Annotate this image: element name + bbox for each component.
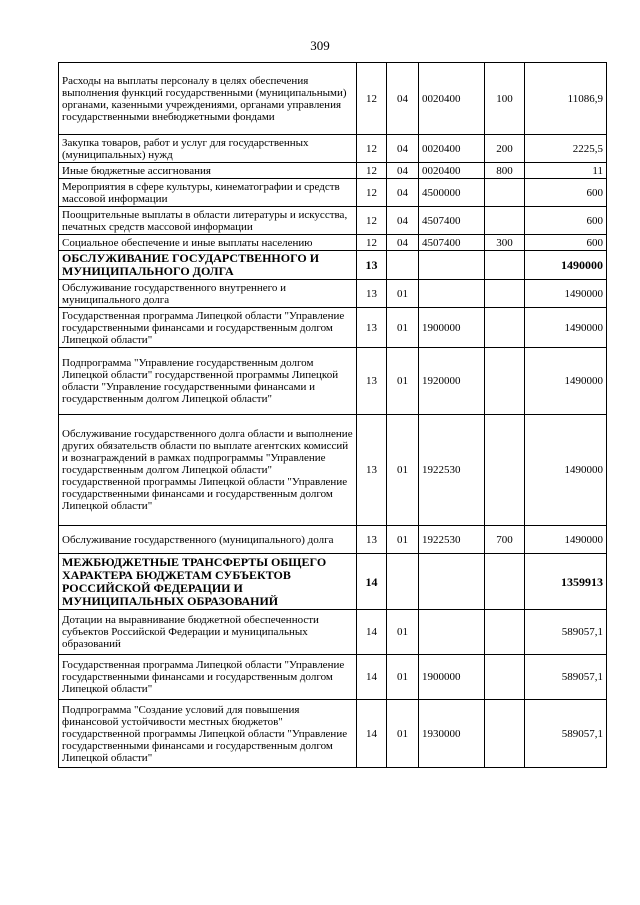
row-amount-cell: 1490000 bbox=[525, 251, 607, 280]
row-type-cell bbox=[485, 348, 525, 415]
row-subsection-cell: 01 bbox=[387, 280, 419, 308]
row-type-cell bbox=[485, 610, 525, 655]
table-row bbox=[59, 280, 607, 308]
table-row bbox=[59, 235, 607, 251]
row-section-cell: 13 bbox=[357, 251, 387, 280]
table-row bbox=[59, 63, 607, 135]
row-subsection-cell: 04 bbox=[387, 163, 419, 179]
row-name-cell: Социальное обеспечение и иные выплаты населению bbox=[59, 235, 357, 251]
row-amount-cell: 600 bbox=[525, 207, 607, 235]
row-name-cell: ОБСЛУЖИВАНИЕ ГОСУДАРСТВЕННОГО И МУНИЦИПАЛЬНОГО ДОЛГА bbox=[59, 251, 357, 280]
row-target-cell: 0020400 bbox=[419, 135, 485, 163]
table-row bbox=[59, 700, 607, 768]
table-row bbox=[59, 135, 607, 163]
row-section-cell: 12 bbox=[357, 235, 387, 251]
row-subsection-cell: 01 bbox=[387, 526, 419, 554]
row-amount-cell: 1359913 bbox=[525, 554, 607, 610]
row-target-cell: 1900000 bbox=[419, 655, 485, 700]
row-target-cell: 4507400 bbox=[419, 207, 485, 235]
table-row bbox=[59, 251, 607, 280]
row-section-cell: 12 bbox=[357, 207, 387, 235]
row-subsection-cell: 01 bbox=[387, 415, 419, 526]
row-section-cell: 13 bbox=[357, 415, 387, 526]
row-amount-cell: 589057,1 bbox=[525, 700, 607, 768]
row-amount-cell: 1490000 bbox=[525, 280, 607, 308]
row-subsection-cell: 01 bbox=[387, 655, 419, 700]
row-target-cell bbox=[419, 554, 485, 610]
row-amount-cell: 600 bbox=[525, 179, 607, 207]
row-type-cell: 200 bbox=[485, 135, 525, 163]
row-name-cell: Дотации на выравнивание бюджетной обеспеченности субъектов Российской Федерации и муниципальных образований bbox=[59, 610, 357, 655]
row-subsection-cell bbox=[387, 251, 419, 280]
table-row bbox=[59, 526, 607, 554]
row-target-cell: 1930000 bbox=[419, 700, 485, 768]
row-subsection-cell: 04 bbox=[387, 135, 419, 163]
row-section-cell: 14 bbox=[357, 610, 387, 655]
page-number: 309 bbox=[310, 38, 330, 53]
row-name-cell: Иные бюджетные ассигнования bbox=[59, 163, 357, 179]
row-name-cell: Обслуживание государственного (муниципального) долга bbox=[59, 526, 357, 554]
row-section-cell: 13 bbox=[357, 348, 387, 415]
row-amount-cell: 11086,9 bbox=[525, 63, 607, 135]
row-target-cell: 4500000 bbox=[419, 179, 485, 207]
row-type-cell: 800 bbox=[485, 163, 525, 179]
row-amount-cell: 1490000 bbox=[525, 308, 607, 348]
row-section-cell: 14 bbox=[357, 554, 387, 610]
row-amount-cell: 2225,5 bbox=[525, 135, 607, 163]
row-amount-cell: 11 bbox=[525, 163, 607, 179]
row-type-cell bbox=[485, 280, 525, 308]
row-subsection-cell: 01 bbox=[387, 348, 419, 415]
row-subsection-cell: 04 bbox=[387, 235, 419, 251]
row-amount-cell: 589057,1 bbox=[525, 610, 607, 655]
table-row bbox=[59, 655, 607, 700]
row-amount-cell: 1490000 bbox=[525, 526, 607, 554]
row-subsection-cell: 01 bbox=[387, 308, 419, 348]
row-type-cell bbox=[485, 179, 525, 207]
row-section-cell: 12 bbox=[357, 63, 387, 135]
row-section-cell: 13 bbox=[357, 280, 387, 308]
row-target-cell: 0020400 bbox=[419, 63, 485, 135]
row-name-cell: Государственная программа Липецкой области "Управление государственными финансами и государственным долгом Липецкой области" bbox=[59, 655, 357, 700]
row-name-cell: Обслуживание государственного внутреннего и муниципального долга bbox=[59, 280, 357, 308]
row-type-cell bbox=[485, 554, 525, 610]
row-section-cell: 13 bbox=[357, 526, 387, 554]
row-target-cell: 1922530 bbox=[419, 526, 485, 554]
table-row bbox=[59, 179, 607, 207]
table-row bbox=[59, 308, 607, 348]
row-type-cell bbox=[485, 655, 525, 700]
row-target-cell: 1922530 bbox=[419, 415, 485, 526]
row-subsection-cell: 04 bbox=[387, 63, 419, 135]
row-target-cell: 0020400 bbox=[419, 163, 485, 179]
row-subsection-cell: 04 bbox=[387, 179, 419, 207]
row-name-cell: Государственная программа Липецкой области "Управление государственными финансами и государственным долгом Липецкой области" bbox=[59, 308, 357, 348]
row-target-cell bbox=[419, 251, 485, 280]
row-target-cell bbox=[419, 610, 485, 655]
table-row bbox=[59, 163, 607, 179]
row-subsection-cell: 01 bbox=[387, 700, 419, 768]
row-name-cell: МЕЖБЮДЖЕТНЫЕ ТРАНСФЕРТЫ ОБЩЕГО ХАРАКТЕРА БЮДЖЕТАМ СУБЪЕКТОВ РОССИЙСКОЙ ФЕДЕРАЦИИ И МУНИЦИПАЛЬНЫХ ОБРАЗОВАНИЙ bbox=[59, 554, 357, 610]
row-amount-cell: 1490000 bbox=[525, 415, 607, 526]
row-name-cell: Мероприятия в сфере культуры, кинематографии и средств массовой информации bbox=[59, 179, 357, 207]
row-type-cell bbox=[485, 700, 525, 768]
row-target-cell: 4507400 bbox=[419, 235, 485, 251]
row-section-cell: 14 bbox=[357, 700, 387, 768]
table-row bbox=[59, 207, 607, 235]
row-type-cell bbox=[485, 251, 525, 280]
table-row bbox=[59, 348, 607, 415]
row-name-cell: Подпрограмма "Создание условий для повышения финансовой устойчивости местных бюджетов" государственной программы Липецкой области "Управление государственными финансами и государственным долгом Липецкой области" bbox=[59, 700, 357, 768]
row-name-cell: Обслуживание государственного долга области и выполнение других обязательств области по выплате агентских комиссий и вознаграждений в рамках подпрограммы "Управление государственным долгом Липецкой области" государственной программы Липецкой области "Управление государственными финансами и государственным долгом Липецкой области" bbox=[59, 415, 357, 526]
row-name-cell: Поощрительные выплаты в области литературы и искусства, печатных средств массовой информации bbox=[59, 207, 357, 235]
row-subsection-cell bbox=[387, 554, 419, 610]
budget-table-body bbox=[59, 63, 607, 768]
row-type-cell: 700 bbox=[485, 526, 525, 554]
row-section-cell: 14 bbox=[357, 655, 387, 700]
row-subsection-cell: 04 bbox=[387, 207, 419, 235]
row-amount-cell: 1490000 bbox=[525, 348, 607, 415]
row-target-cell: 1900000 bbox=[419, 308, 485, 348]
row-name-cell: Закупка товаров, работ и услуг для государственных (муниципальных) нужд bbox=[59, 135, 357, 163]
row-type-cell bbox=[485, 308, 525, 348]
row-type-cell: 100 bbox=[485, 63, 525, 135]
row-target-cell: 1920000 bbox=[419, 348, 485, 415]
row-name-cell: Подпрограмма "Управление государственным долгом Липецкой области" государственной программы Липецкой области "Управление государственными финансами и государственным долгом Липецкой области" bbox=[59, 348, 357, 415]
row-section-cell: 12 bbox=[357, 163, 387, 179]
row-type-cell: 300 bbox=[485, 235, 525, 251]
row-amount-cell: 600 bbox=[525, 235, 607, 251]
budget-table bbox=[58, 62, 607, 768]
row-section-cell: 13 bbox=[357, 308, 387, 348]
row-type-cell bbox=[485, 415, 525, 526]
row-type-cell bbox=[485, 207, 525, 235]
row-name-cell: Расходы на выплаты персоналу в целях обеспечения выполнения функций государственными (муниципальными) органами, казенными учреждениями, органами управления государственными внебюджетными фондами bbox=[59, 63, 357, 135]
row-section-cell: 12 bbox=[357, 179, 387, 207]
row-target-cell bbox=[419, 280, 485, 308]
row-amount-cell: 589057,1 bbox=[525, 655, 607, 700]
row-section-cell: 12 bbox=[357, 135, 387, 163]
table-row bbox=[59, 415, 607, 526]
table-row bbox=[59, 610, 607, 655]
table-row bbox=[59, 554, 607, 610]
row-subsection-cell: 01 bbox=[387, 610, 419, 655]
